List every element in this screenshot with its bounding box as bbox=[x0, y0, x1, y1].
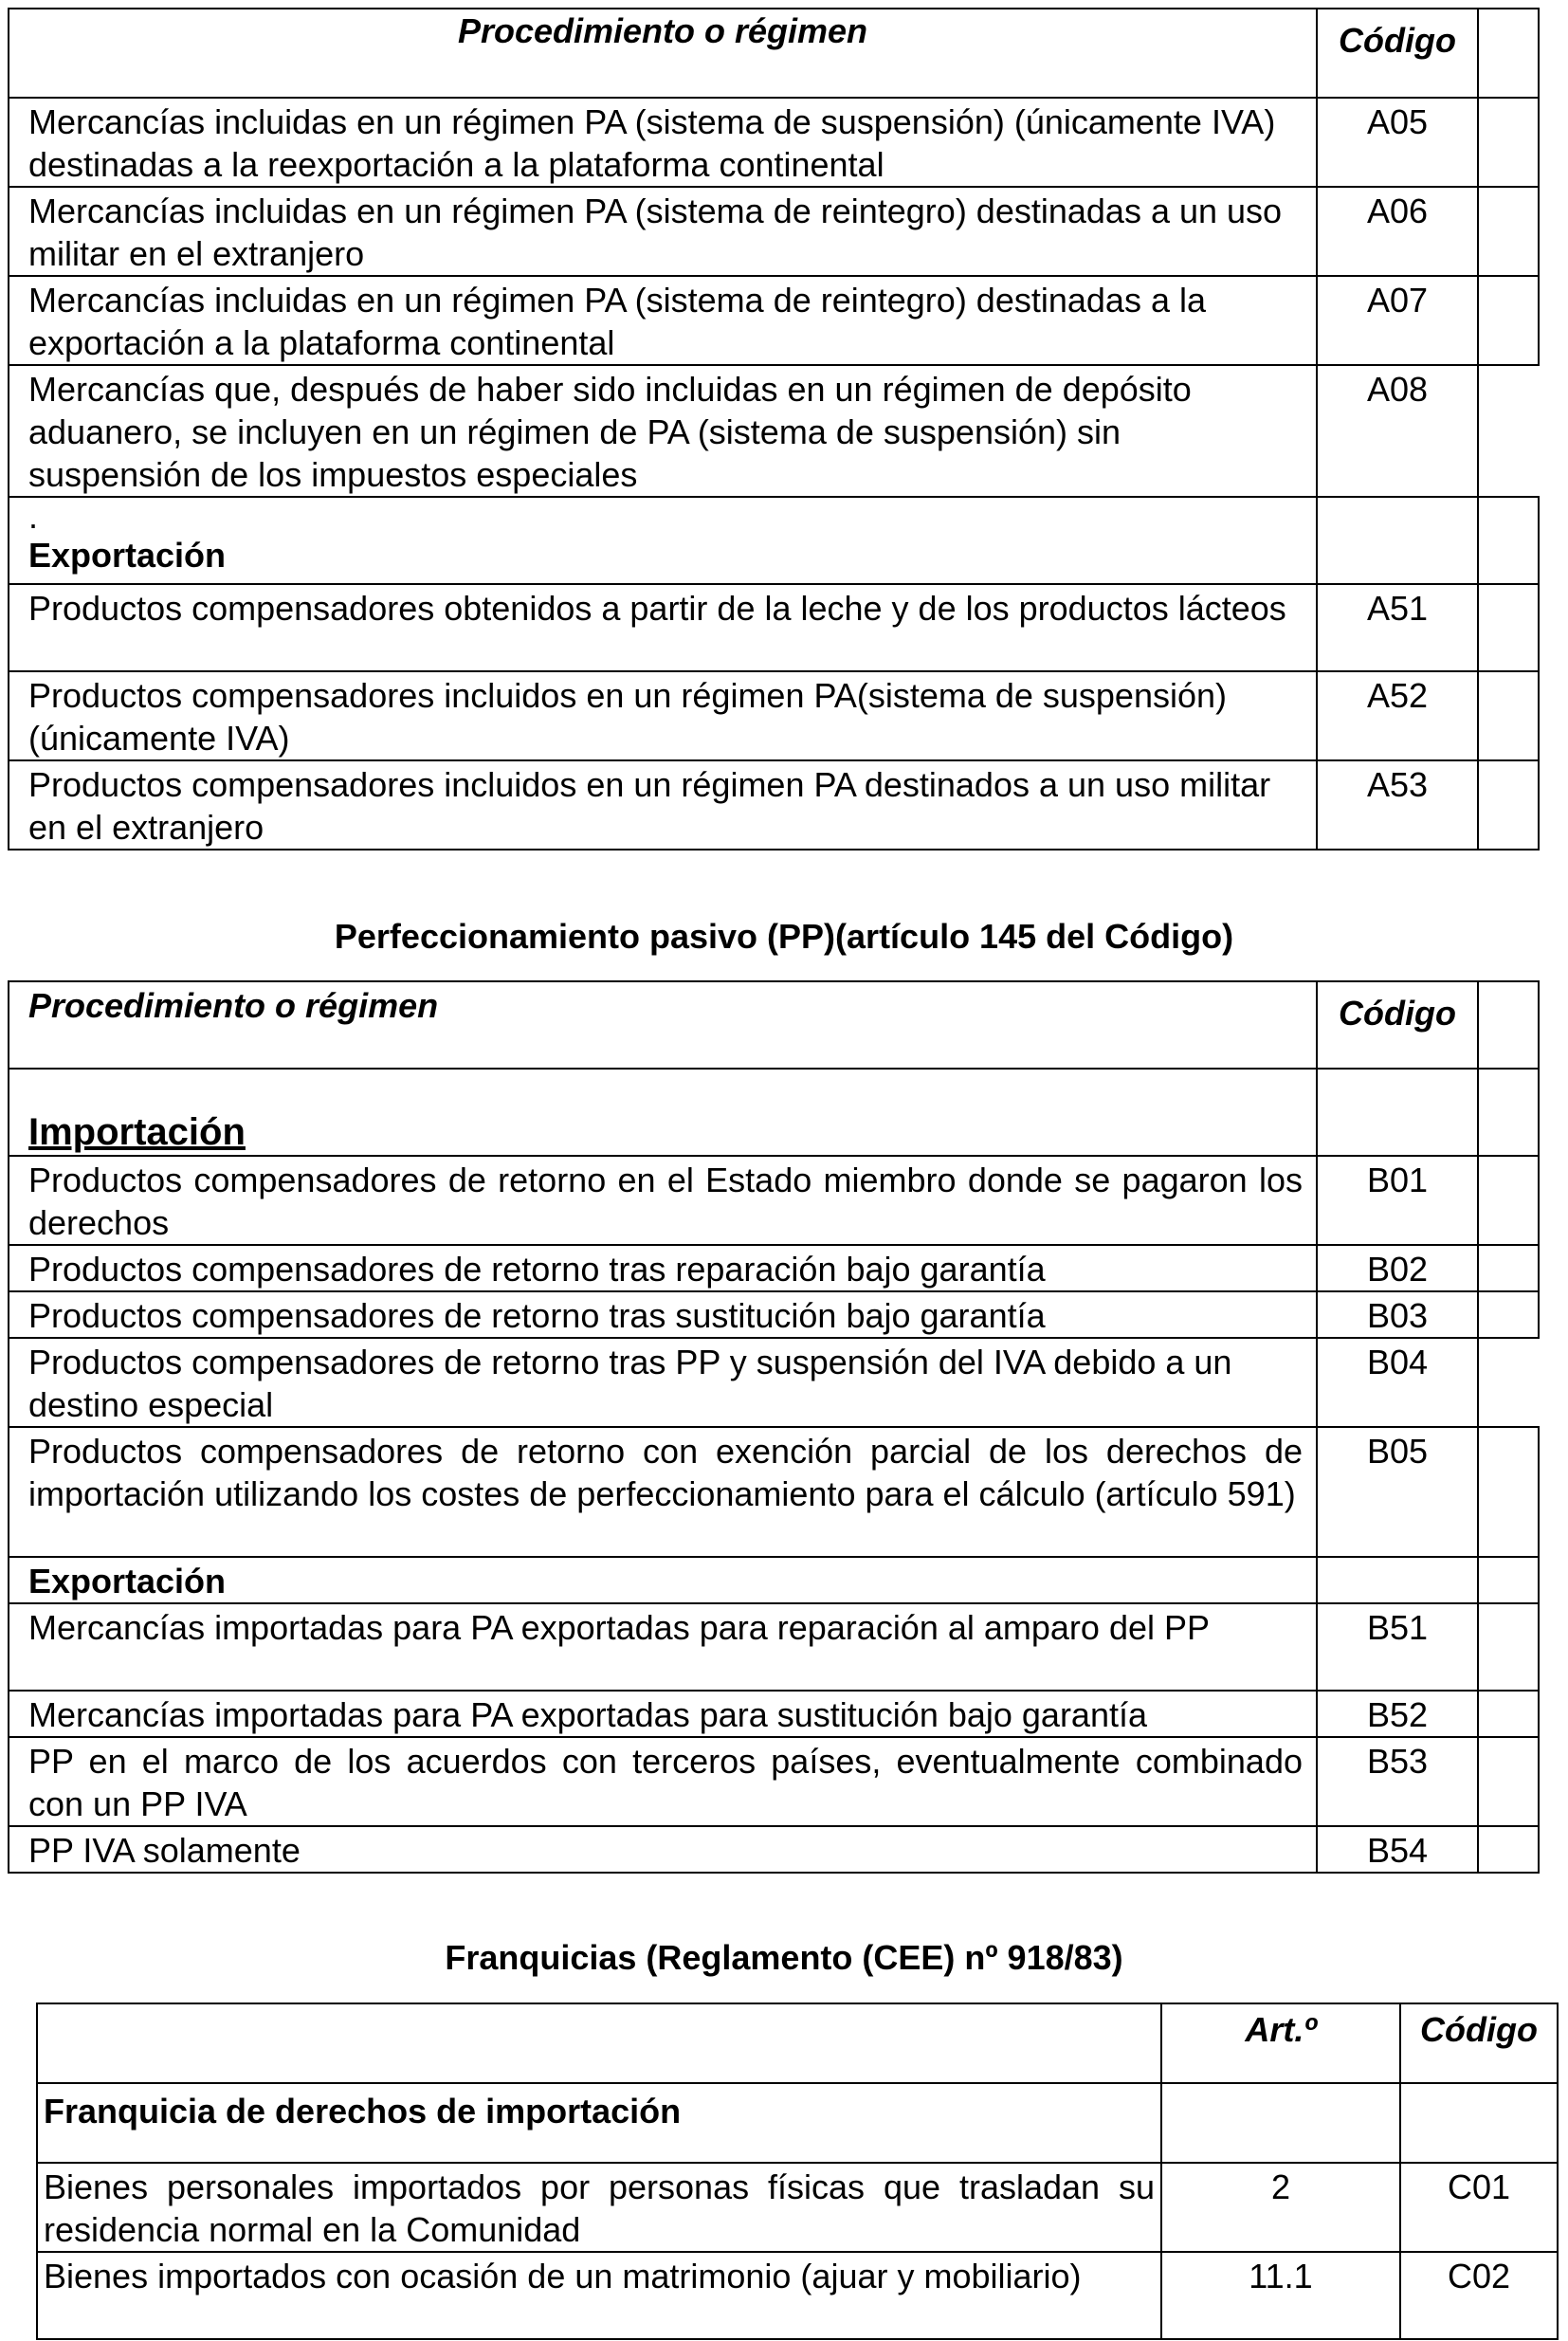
row-blank bbox=[1478, 1156, 1539, 1245]
header-art-label: Art.º bbox=[1245, 2010, 1317, 2049]
section-heading-export: Exportación bbox=[9, 1557, 1317, 1603]
header-procedure-label: Procedimiento o régimen bbox=[457, 11, 868, 50]
header-blank bbox=[1478, 981, 1539, 1069]
row-blank bbox=[1478, 671, 1539, 760]
section-row-export bbox=[9, 497, 1539, 584]
row-description: Mercancías incluidas en un régimen PA (sistema de reintegro) destinadas a la exportación a la plataforma continental bbox=[9, 276, 1317, 365]
table-row bbox=[9, 365, 1539, 497]
row-description: Productos compensadores incluidos en un régimen PA(sistema de suspensión) (únicamente IVA) bbox=[9, 671, 1317, 760]
table-row bbox=[9, 1291, 1539, 1338]
row-code: A51 bbox=[1317, 584, 1478, 671]
table-row bbox=[9, 276, 1539, 365]
row-code: A52 bbox=[1317, 671, 1478, 760]
row-code: A05 bbox=[1317, 98, 1478, 187]
row-description: Bienes personales importados por personas físicas que trasladan su residencia normal en la Comunidad bbox=[37, 2163, 1161, 2252]
section-code-blank bbox=[1317, 497, 1478, 584]
row-blank bbox=[1478, 1691, 1539, 1737]
row-description: Productos compensadores obtenidos a partir de la leche y de los productos lácteos bbox=[9, 584, 1317, 671]
row-code: C02 bbox=[1400, 2252, 1558, 2339]
row-blank bbox=[1478, 760, 1539, 850]
row-description: Mercancías importadas para PA exportadas para reparación al amparo del PP bbox=[9, 1603, 1317, 1691]
row-code: B01 bbox=[1317, 1156, 1478, 1245]
row-description: PP IVA solamente bbox=[9, 1826, 1317, 1873]
section-cell bbox=[9, 1069, 1317, 1156]
table-pa-codes bbox=[8, 8, 1540, 850]
row-blank bbox=[1478, 1826, 1539, 1873]
header-art bbox=[1161, 2003, 1400, 2083]
header-procedure bbox=[9, 9, 1317, 98]
table-row bbox=[9, 1245, 1539, 1291]
table-row bbox=[37, 2163, 1558, 2252]
row-article: 11.1 bbox=[1161, 2252, 1400, 2339]
header-code-label: Código bbox=[1339, 994, 1456, 1033]
table-row bbox=[9, 1603, 1539, 1691]
section-row-import bbox=[9, 1069, 1539, 1156]
section-row-export bbox=[9, 1557, 1539, 1603]
section-title-franquicias: Franquicias (Reglamento (CEE) nº 918/83) bbox=[445, 1938, 1123, 1977]
table-row bbox=[9, 584, 1539, 671]
row-description: Mercancías incluidas en un régimen PA (sistema de suspensión) (únicamente IVA) destinadas a la reexportación a la plataforma continental bbox=[9, 98, 1317, 187]
header-code-label: Código bbox=[1339, 21, 1456, 60]
table-row bbox=[9, 1737, 1539, 1826]
dot-marker: . bbox=[28, 497, 39, 536]
row-blank bbox=[1478, 365, 1539, 497]
table-row bbox=[37, 2252, 1558, 2339]
row-code: B53 bbox=[1317, 1737, 1478, 1826]
row-blank bbox=[1478, 1291, 1539, 1338]
header-code bbox=[1400, 2003, 1558, 2083]
row-description: Productos compensadores de retorno con exención parcial de los derechos de importación utilizando los costes de perfeccionamiento para el cálculo (artículo 591) bbox=[9, 1427, 1317, 1557]
table-row bbox=[9, 1427, 1539, 1557]
header-code bbox=[1317, 981, 1478, 1069]
row-description: Productos compensadores de retorno tras sustitución bajo garantía bbox=[9, 1291, 1317, 1338]
row-blank bbox=[1478, 1603, 1539, 1691]
row-blank bbox=[1478, 584, 1539, 671]
row-blank bbox=[1478, 1338, 1539, 1427]
section-heading-import: Importación bbox=[28, 1111, 246, 1153]
row-description: Mercancías que, después de haber sido incluidas en un régimen de depósito aduanero, se incluyen en un régimen de PA (sistema de suspensión) sin suspensión de los impuestos especiales bbox=[9, 365, 1317, 497]
row-code: A06 bbox=[1317, 187, 1478, 276]
table-header-row bbox=[9, 981, 1539, 1069]
header-code-label: Código bbox=[1420, 2010, 1538, 2049]
section-title-pp: Perfeccionamiento pasivo (PP)(artículo 145 del Código) bbox=[334, 917, 1234, 956]
table-row bbox=[9, 1826, 1539, 1873]
table-pp-codes bbox=[8, 980, 1540, 1874]
header-code bbox=[1317, 9, 1478, 98]
row-code: B02 bbox=[1317, 1245, 1478, 1291]
row-code: B05 bbox=[1317, 1427, 1478, 1557]
table-franquicias bbox=[36, 2003, 1559, 2340]
row-code: B52 bbox=[1317, 1691, 1478, 1737]
table-header-row bbox=[37, 2003, 1558, 2083]
table-row bbox=[9, 1691, 1539, 1737]
section-code-blank bbox=[1400, 2083, 1558, 2163]
section-cell bbox=[9, 497, 1317, 584]
row-blank bbox=[1478, 187, 1539, 276]
row-code: A53 bbox=[1317, 760, 1478, 850]
row-code: C01 bbox=[1400, 2163, 1558, 2252]
header-blank bbox=[1478, 9, 1539, 98]
table-row bbox=[9, 98, 1539, 187]
row-description: Productos compensadores incluidos en un régimen PA destinados a un uso militar en el extranjero bbox=[9, 760, 1317, 850]
table-row bbox=[9, 760, 1539, 850]
section-heading-franquicia: Franquicia de derechos de importación bbox=[37, 2083, 1161, 2163]
row-code: A08 bbox=[1317, 365, 1478, 497]
row-blank bbox=[1478, 1737, 1539, 1826]
section-art-blank bbox=[1161, 2083, 1400, 2163]
section-code-blank bbox=[1317, 1069, 1478, 1156]
row-description: PP en el marco de los acuerdos con terceros países, eventualmente combinado con un PP IVA bbox=[9, 1737, 1317, 1826]
section-row bbox=[37, 2083, 1558, 2163]
header-procedure-label: Procedimiento o régimen bbox=[28, 986, 439, 1025]
section-blank bbox=[1478, 1069, 1539, 1156]
table-header-row bbox=[9, 9, 1539, 98]
row-description: Mercancías importadas para PA exportadas para sustitución bajo garantía bbox=[9, 1691, 1317, 1737]
header-procedure bbox=[9, 981, 1317, 1069]
row-article: 2 bbox=[1161, 2163, 1400, 2252]
section-blank bbox=[1478, 497, 1539, 584]
section-heading-export: Exportación bbox=[28, 536, 227, 575]
row-blank bbox=[1478, 1427, 1539, 1557]
row-description: Productos compensadores de retorno tras reparación bajo garantía bbox=[9, 1245, 1317, 1291]
row-code: B54 bbox=[1317, 1826, 1478, 1873]
row-blank bbox=[1478, 1245, 1539, 1291]
row-description: Bienes importados con ocasión de un matrimonio (ajuar y mobiliario) bbox=[37, 2252, 1161, 2339]
table-row bbox=[9, 671, 1539, 760]
header-blank bbox=[37, 2003, 1161, 2083]
row-code: B51 bbox=[1317, 1603, 1478, 1691]
row-blank bbox=[1478, 276, 1539, 365]
table-row bbox=[9, 187, 1539, 276]
row-code: B04 bbox=[1317, 1338, 1478, 1427]
row-code: B03 bbox=[1317, 1291, 1478, 1338]
row-blank bbox=[1478, 98, 1539, 187]
table-row bbox=[9, 1156, 1539, 1245]
table-row bbox=[9, 1338, 1539, 1427]
row-description: Mercancías incluidas en un régimen PA (sistema de reintegro) destinadas a un uso militar en el extranjero bbox=[9, 187, 1317, 276]
row-description: Productos compensadores de retorno tras PP y suspensión del IVA debido a un destino especial bbox=[9, 1338, 1317, 1427]
section-blank bbox=[1478, 1557, 1539, 1603]
row-code: A07 bbox=[1317, 276, 1478, 365]
section-code-blank bbox=[1317, 1557, 1478, 1603]
row-description: Productos compensadores de retorno en el Estado miembro donde se pagaron los derechos bbox=[9, 1156, 1317, 1245]
